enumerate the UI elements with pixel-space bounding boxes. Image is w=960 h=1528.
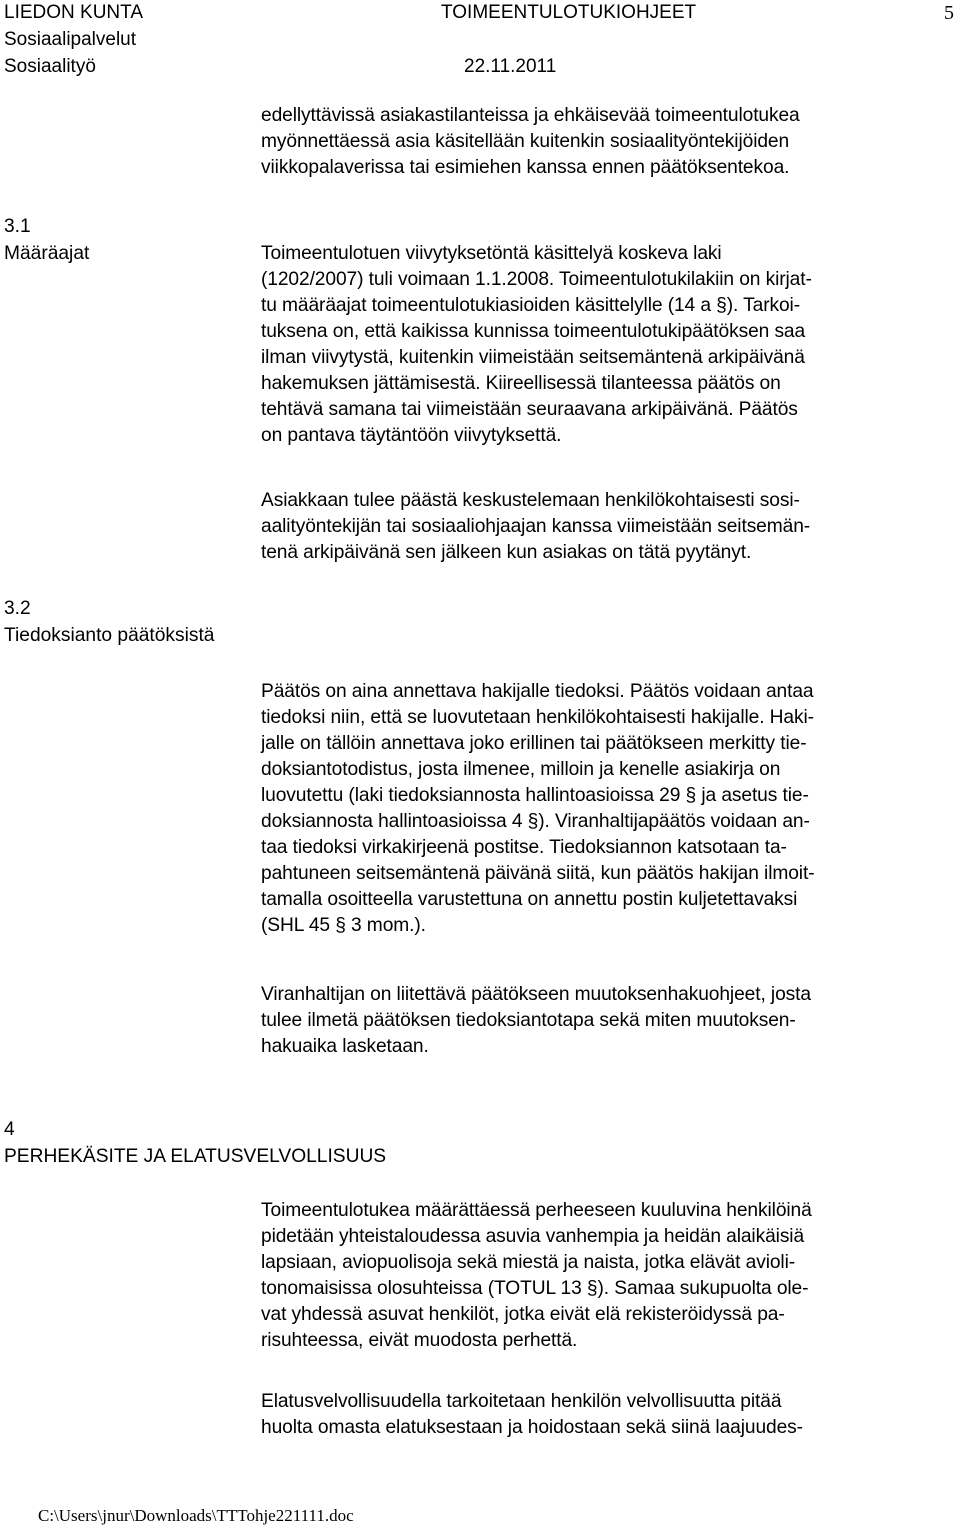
header-dept-2: Sosiaalityö	[4, 56, 96, 77]
text-line: tulee ilmetä päätöksen tiedoksiantotapa sekä miten muutoksen-	[261, 1010, 796, 1031]
header-org: LIEDON KUNTA	[4, 2, 144, 23]
text-line: myönnettäessä asia käsitellään kuitenkin sosiaalityöntekijöiden	[261, 131, 790, 152]
section-3-1-paragraph-1	[261, 241, 812, 449]
text-line: tamalla osoitteella varustettuna on annettu postin kuljetettavaksi	[261, 889, 798, 910]
section-3-2-number: 3.2	[4, 598, 31, 619]
text-line: tuksena on, että kaikissa kunnissa toimeentulotukipäätöksen saa	[261, 321, 806, 342]
section-3-2-title: Tiedoksianto päätöksistä	[4, 625, 215, 646]
text-line: risuhteessa, eivät muodosta perhettä.	[261, 1330, 578, 1351]
header-dept-1: Sosiaalipalvelut	[4, 29, 137, 50]
text-line: Päätös on aina annettava hakijalle tiedoksi. Päätös voidaan antaa	[261, 681, 814, 702]
section-4-number: 4	[4, 1119, 15, 1140]
section-3-2-paragraph-2	[261, 982, 811, 1060]
text-line: tonomaisissa olosuhteissa (TOTUL 13 §). Samaa sukupuolta ole-	[261, 1278, 809, 1299]
section-4-title: PERHEKÄSITE JA ELATUSVELVOLLISUUS	[4, 1146, 387, 1167]
text-line: edellyttävissä asiakastilanteissa ja ehkäisevää toimeentulotukea	[261, 105, 800, 126]
section-3-1-title: Määräajat	[4, 243, 90, 264]
text-line: Viranhaltijan on liitettävä päätökseen muutoksenhakuohjeet, josta	[261, 984, 811, 1005]
header-page-number: 5	[944, 2, 954, 24]
text-line: hakuaika lasketaan.	[261, 1036, 429, 1057]
text-line: tenä arkipäivänä sen jälkeen kun asiakas on tätä pyytänyt.	[261, 542, 752, 563]
text-line: doksiantotodistus, josta ilmenee, milloin ja kenelle asiakirja on	[261, 759, 781, 780]
section-3-1-number: 3.1	[4, 216, 31, 237]
text-line: Toimeentulotukea määrättäessä perheeseen kuuluvina henkilöinä	[261, 1200, 812, 1221]
text-line: doksiannosta hallintoasioissa 4 §). Viranhaltijapäätös voidaan an-	[261, 811, 810, 832]
text-line: tu määräajat toimeentulotukiasioiden käsittelylle (14 a §). Tarkoi-	[261, 295, 800, 316]
text-line: luovutettu (laki tiedoksiannosta hallintoasioissa 29 § ja asetus tie-	[261, 785, 809, 806]
text-line: (1202/2007) tuli voimaan 1.1.2008. Toimeentulotukilakiin on kirjat-	[261, 269, 812, 290]
text-line: huolta omasta elatuksestaan ja hoidostaan sekä siinä laajuudes-	[261, 1417, 803, 1438]
footer-file-path: C:\Users\jnur\Downloads\TTTohje221111.doc	[38, 1506, 354, 1525]
text-line: pidetään yhteistaloudessa asuvia vanhempia ja heidän alaikäisiä	[261, 1226, 805, 1247]
text-line: vat yhdessä asuvat henkilöt, jotka eivät elä rekisteröidyssä pa-	[261, 1304, 785, 1325]
text-line: Elatusvelvollisuudella tarkoitetaan henkilön velvollisuutta pitää	[261, 1391, 782, 1412]
header-doc-title: TOIMEENTULOTUKIOHJEET	[441, 2, 697, 23]
section-3-1-paragraph-2	[261, 488, 810, 566]
section-3-2-paragraph-1	[261, 679, 815, 939]
text-line: hakemuksen jättämisestä. Kiireellisessä tilanteessa päätös on	[261, 373, 781, 394]
text-line: tehtävä samana tai viimeistään seuraavana arkipäivänä. Päätös	[261, 399, 798, 420]
text-line: tiedoksi niin, että se luovutetaan henkilökohtaisesti hakijalle. Haki-	[261, 707, 814, 728]
intro-paragraph	[261, 103, 800, 181]
text-line: (SHL 45 § 3 mom.).	[261, 915, 426, 936]
text-line: viikkopalaverissa tai esimiehen kanssa ennen päätöksentekoa.	[261, 157, 790, 178]
text-line: Toimeentulotuen viivytyksetöntä käsittelyä koskeva laki	[261, 243, 722, 264]
text-line: jalle on tällöin annettava joko erillinen tai päätökseen merkitty tie-	[261, 733, 807, 754]
text-line: aalityöntekijän tai sosiaaliohjaajan kanssa viimeistään seitsemän-	[261, 516, 811, 537]
text-line: pahtuneen seitsemäntenä päivänä siitä, kun päätös hakijan ilmoit-	[261, 863, 815, 884]
text-line: ilman viivytystä, kuitenkin viimeistään seitsemäntenä arkipäivänä	[261, 347, 805, 368]
section-4-paragraph-2	[261, 1389, 803, 1441]
text-line: lapsiaan, aviopuolisoja sekä miestä ja naista, jotka elävät avioli-	[261, 1252, 796, 1273]
section-4-paragraph-1	[261, 1198, 812, 1354]
header-date: 22.11.2011	[464, 56, 557, 77]
text-line: taa tiedoksi virkakirjeenä postitse. Tiedoksiannon katsotaan ta-	[261, 837, 787, 858]
text-line: on pantava täytäntöön viivytyksettä.	[261, 425, 562, 446]
text-line: Asiakkaan tulee päästä keskustelemaan henkilökohtaisesti sosi-	[261, 490, 800, 511]
